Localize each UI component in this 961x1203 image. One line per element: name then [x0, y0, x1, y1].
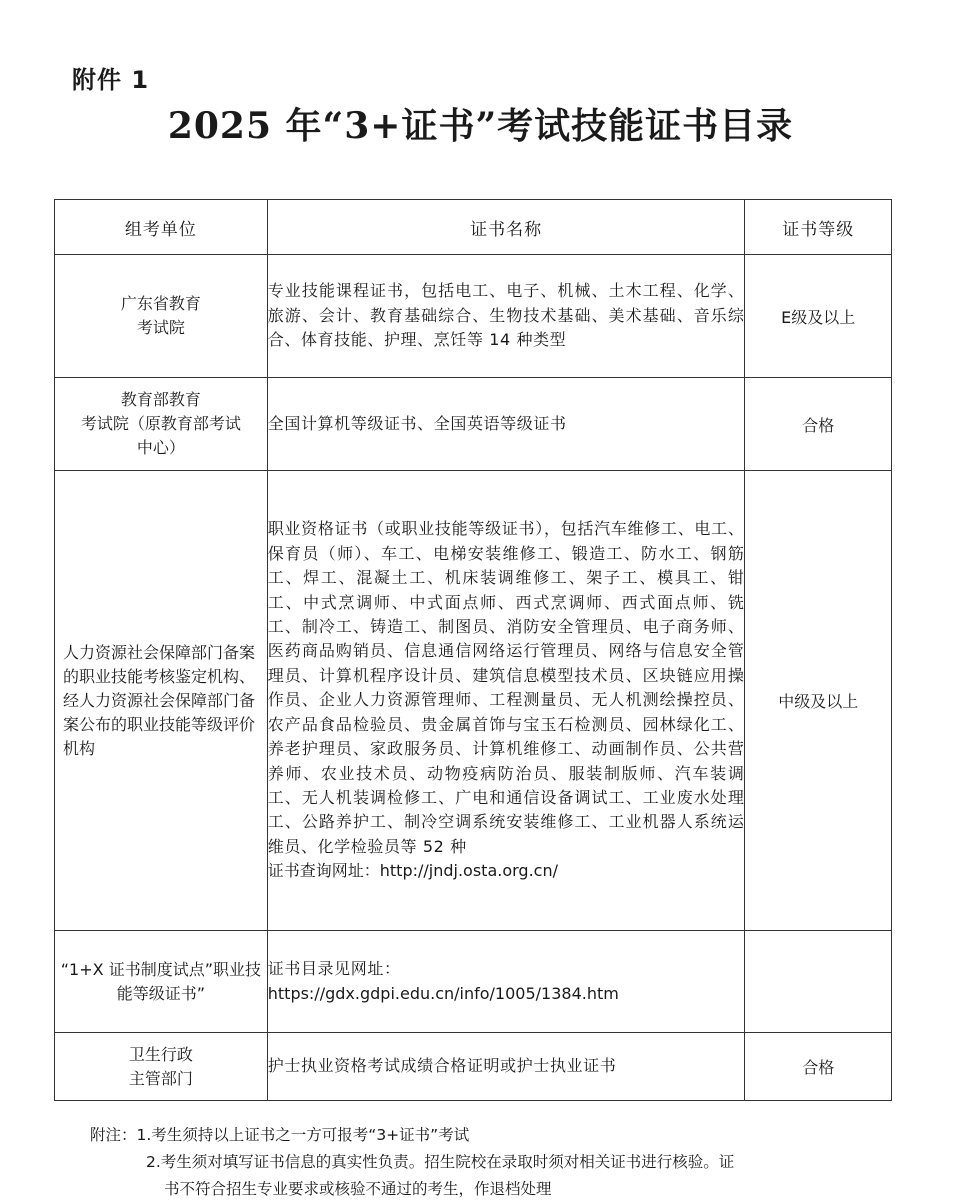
note-line-2: 2.考生须对填写证书信息的真实性负责。招生院校在录取时须对相关证书进行核验。证 [146, 1153, 735, 1171]
org-cell [55, 1033, 268, 1101]
org-text: “1+X 证书制度试点”职业技能等级证书” [60, 959, 261, 1003]
cert-name-text: 全国计算机等级证书、全国英语等级证书 [267, 413, 567, 433]
org-text: 卫生行政 主管部门 [128, 1044, 193, 1088]
cert-name-cell [267, 378, 745, 471]
table-row [55, 255, 892, 378]
cert-level-cell: 合格 [745, 1033, 892, 1101]
cert-level-cell: 合格 [745, 378, 892, 471]
table-header-row [55, 200, 892, 255]
org-cell [55, 255, 268, 378]
header-cert-level: 证书等级 [745, 200, 892, 255]
org-text: 人力资源社会保障部门备案的职业技能考核鉴定机构、经人力资源社会保障部门备案公布的职业技能等级评价机构 [63, 642, 256, 758]
org-cell [55, 471, 268, 931]
table-row [55, 1033, 892, 1101]
cert-name-cell [267, 255, 745, 378]
org-cell [55, 931, 268, 1033]
page-title: 2025 年“3+证书”考试技能证书目录 [167, 105, 794, 147]
table-row [55, 378, 892, 471]
org-text: 广东省教育 考试院 [120, 294, 201, 337]
certificate-catalog-table [54, 199, 892, 1101]
cert-name-cell [267, 471, 745, 931]
attachment-label: 附件 1 [72, 66, 150, 94]
cert-name-text: 专业技能课程证书，包括电工、电子、机械、土木工程、化学、旅游、会计、教育基础综合、生物技术基础、美术基础、音乐综合、体育技能、护理、烹饪等 14 种类型 [267, 281, 745, 350]
cert-catalog-url[interactable]: https://gdx.gdpi.edu.cn/info/1005/1384.htm [267, 983, 619, 1003]
table-row [55, 931, 892, 1033]
notes [90, 1122, 890, 1203]
table-row [55, 471, 892, 931]
note-line-1: 附注：1.考生须持以上证书之一方可报考“3+证书”考试 [90, 1126, 470, 1144]
cert-name-cell [267, 1033, 745, 1101]
org-text: 教育部教育 考试院（原教育部考试 中心） [80, 390, 241, 457]
note-line-3: 书不符合招生专业要求或核验不通过的考生，作退档处理 [164, 1180, 552, 1198]
header-org: 组考单位 [55, 200, 268, 255]
cert-name-text: 证书目录见网址： [267, 959, 401, 979]
cert-name-cell [267, 931, 745, 1033]
org-cell [55, 378, 268, 471]
cert-name-text: 护士执业资格考试成绩合格证明或护士执业证书 [267, 1056, 617, 1076]
cert-level-cell: E级及以上 [745, 255, 892, 378]
header-cert-name: 证书名称 [267, 200, 745, 255]
cert-level-cell: 中级及以上 [745, 471, 892, 931]
cert-query-url[interactable]: 证书查询网址：http://jndj.osta.org.cn/ [267, 861, 558, 881]
cert-level-cell [745, 931, 892, 1033]
cert-name-text: 职业资格证书（或职业技能等级证书），包括汽车维修工、电工、保育员（师）、车工、电梯安装维修工、锻造工、防水工、钢筋工、焊工、混凝土工、机床装调维修工、架子工、模具工、钳工、中式烹调师、中式面点师、西式烹调师、西式面点师、铣工、制冷工、铸造工、制图员、消防安全管理员、电子商务师、医药商品购销员、信息通信网络运行管理员、网络与信息安全管理员、计算机程序设计员、建筑信息模型技术员、区块链应用操作员、企业人力资源管理师、工程测量员、无人机测绘操控员、农产品食品检验员、贵金属首饰与宝玉石检测员、园林绿化工、养老护理员、家政服务员、计算机维修工、动画制作员、公共营养师、农业技术员、动物疫病防治员、服装制版师、汽车装调工、无人机装调检修工、广电和通信设备调试工、工业废水处理工、公路养护工、制冷空调系统安装维修工、工业机器人系统运维员、化学检验员等 52 种 [267, 519, 745, 856]
